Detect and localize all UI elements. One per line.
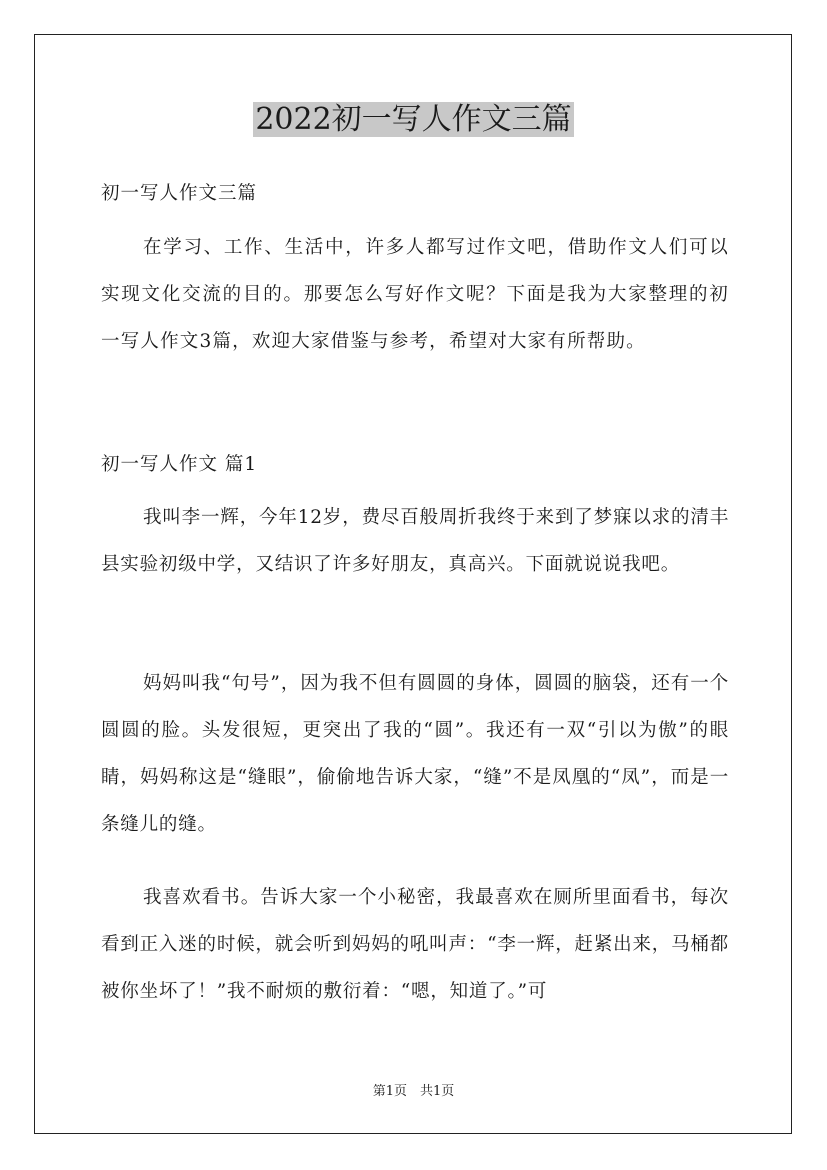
document-title-text: 2022初一写人作文三篇 xyxy=(255,102,572,137)
document-title xyxy=(0,98,827,142)
intro-paragraph: 在学习、工作、生活中，许多人都写过作文吧，借助作文人们可以实现文化交流的目的。那要怎么写好作文呢？下面是我为大家整理的初一写人作文3篇，欢迎大家借鉴与参考，希望对大家有所帮助。 xyxy=(101,237,729,352)
body-paragraph-1: 我叫李一辉，今年12岁，费尽百般周折我终于来到了梦寐以求的清丰县实验初级中学，又结识了许多好朋友，真高兴。下面就说说我吧。 xyxy=(101,507,729,575)
page-number-footer: 第1页 共1页 xyxy=(372,1084,455,1099)
body-paragraph-2: 妈妈叫我“句号”，因为我不但有圆圆的身体，圆圆的脑袋，还有一个圆圆的脸。头发很短，更突出了我的“圆”。我还有一双“引以为傲”的眼睛，妈妈称这是“缝眼”，偷偷地告诉大家，“缝”不是凤凰的“凤”，而是一条缝儿的缝。 xyxy=(101,673,729,835)
document-subtitle: 初一写人作文三篇 xyxy=(101,183,258,204)
section-heading: 初一写人作文 篇1 xyxy=(101,454,258,475)
body-paragraph-3: 我喜欢看书。告诉大家一个小秘密，我最喜欢在厕所里面看书，每次看到正入迷的时候，就会听到妈妈的吼叫声：“李一辉，赶紧出来，马桶都被你坐坏了！”我不耐烦的敷衍着：“嗯，知道了。”可 xyxy=(101,887,729,1002)
